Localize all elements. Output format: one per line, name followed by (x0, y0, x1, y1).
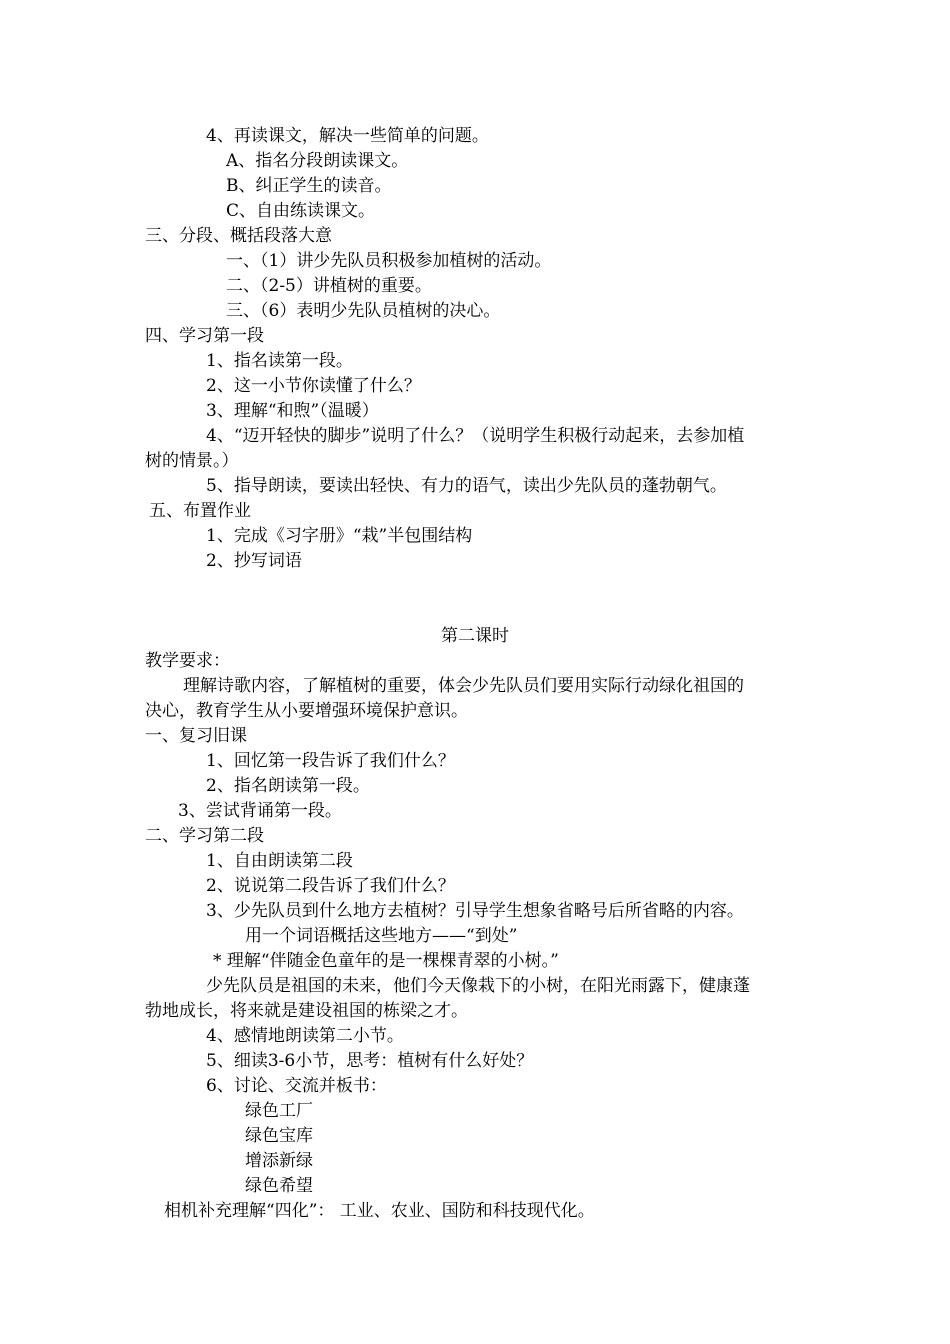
text-line: 2、说说第二段告诉了我们什么？ (206, 876, 455, 896)
text-line: 6、讨论、交流并板书： (206, 1076, 387, 1096)
text-line: 理解诗歌内容，了解植树的重要，体会少先队员们要用实际行动绿化祖国的 (183, 676, 744, 696)
text-line: 3、理解“和煦”（温暖） (206, 401, 379, 421)
section-heading: 五、布置作业 (149, 501, 251, 521)
text-line: 相机补充理解“四化”： 工业、农业、国防和科技现代化。 (164, 1201, 595, 1221)
text-line: 二、（2-5）讲植树的重要。 (226, 276, 432, 296)
lesson-title: 第二课时 (441, 626, 509, 646)
text-line: 用一个词语概括这些地方——“到处” (245, 926, 518, 946)
section-heading: 四、学习第一段 (145, 326, 264, 346)
board-item: 绿色希望 (245, 1176, 313, 1196)
section-heading: 二、学习第二段 (145, 826, 264, 846)
text-line: B、纠正学生的读音。 (226, 176, 392, 196)
text-line: 3、尝试背诵第一段。 (178, 801, 342, 821)
section-heading: 教学要求： (145, 651, 230, 671)
text-line: 1、回忆第一段告诉了我们什么？ (206, 751, 455, 771)
text-line: 1、完成《习字册》“栽”半包围结构 (206, 526, 473, 546)
text-line: * 理解“伴随金色童年的是一棵棵青翠的小树。” (213, 951, 559, 971)
text-line: 5、细读3-6小节，思考：植树有什么好处？ (206, 1051, 534, 1071)
text-line: 1、自由朗读第二段 (206, 851, 353, 871)
text-line: 树的情景。） (145, 451, 239, 471)
text-line: 三、（6）表明少先队员植树的决心。 (226, 301, 501, 321)
board-item: 绿色工厂 (245, 1101, 313, 1121)
text-line: A、指名分段朗读课文。 (226, 151, 409, 171)
text-line: 3、少先队员到什么地方去植树？引导学生想象省略号后所省略的内容。 (206, 901, 744, 921)
text-line: 4、感情地朗读第二小节。 (206, 1026, 404, 1046)
text-line: 决心，教育学生从小要增强环境保护意识。 (145, 701, 468, 721)
text-line: 2、这一小节你读懂了什么？ (206, 376, 421, 396)
board-item: 增添新绿 (245, 1151, 313, 1171)
text-line: 一、（1）讲少先队员积极参加植树的活动。 (226, 251, 552, 271)
text-line: 1、指名读第一段。 (206, 351, 353, 371)
text-line: 勃地成长，将来就是建设祖国的栋梁之才。 (145, 1001, 468, 1021)
text-line: 2、指名朗读第一段。 (206, 776, 370, 796)
text-line: 少先队员是祖国的未来，他们今天像栽下的小树，在阳光雨露下，健康蓬 (206, 976, 750, 996)
text-line: 5、指导朗读，要读出轻快、有力的语气，读出少先队员的蓬勃朝气。 (206, 476, 727, 496)
text-line: 4、再读课文，解决一些简单的问题。 (206, 126, 489, 146)
text-line: 4、“迈开轻快的脚步”说明了什么？（说明学生积极行动起来，去参加植 (206, 426, 745, 446)
board-item: 绿色宝库 (245, 1126, 313, 1146)
text-line: 2、抄写词语 (206, 551, 302, 571)
text-line: C、自由练读课文。 (226, 201, 376, 221)
section-heading: 一、复习旧课 (145, 726, 247, 746)
section-heading: 三、分段、概括段落大意 (145, 226, 332, 246)
